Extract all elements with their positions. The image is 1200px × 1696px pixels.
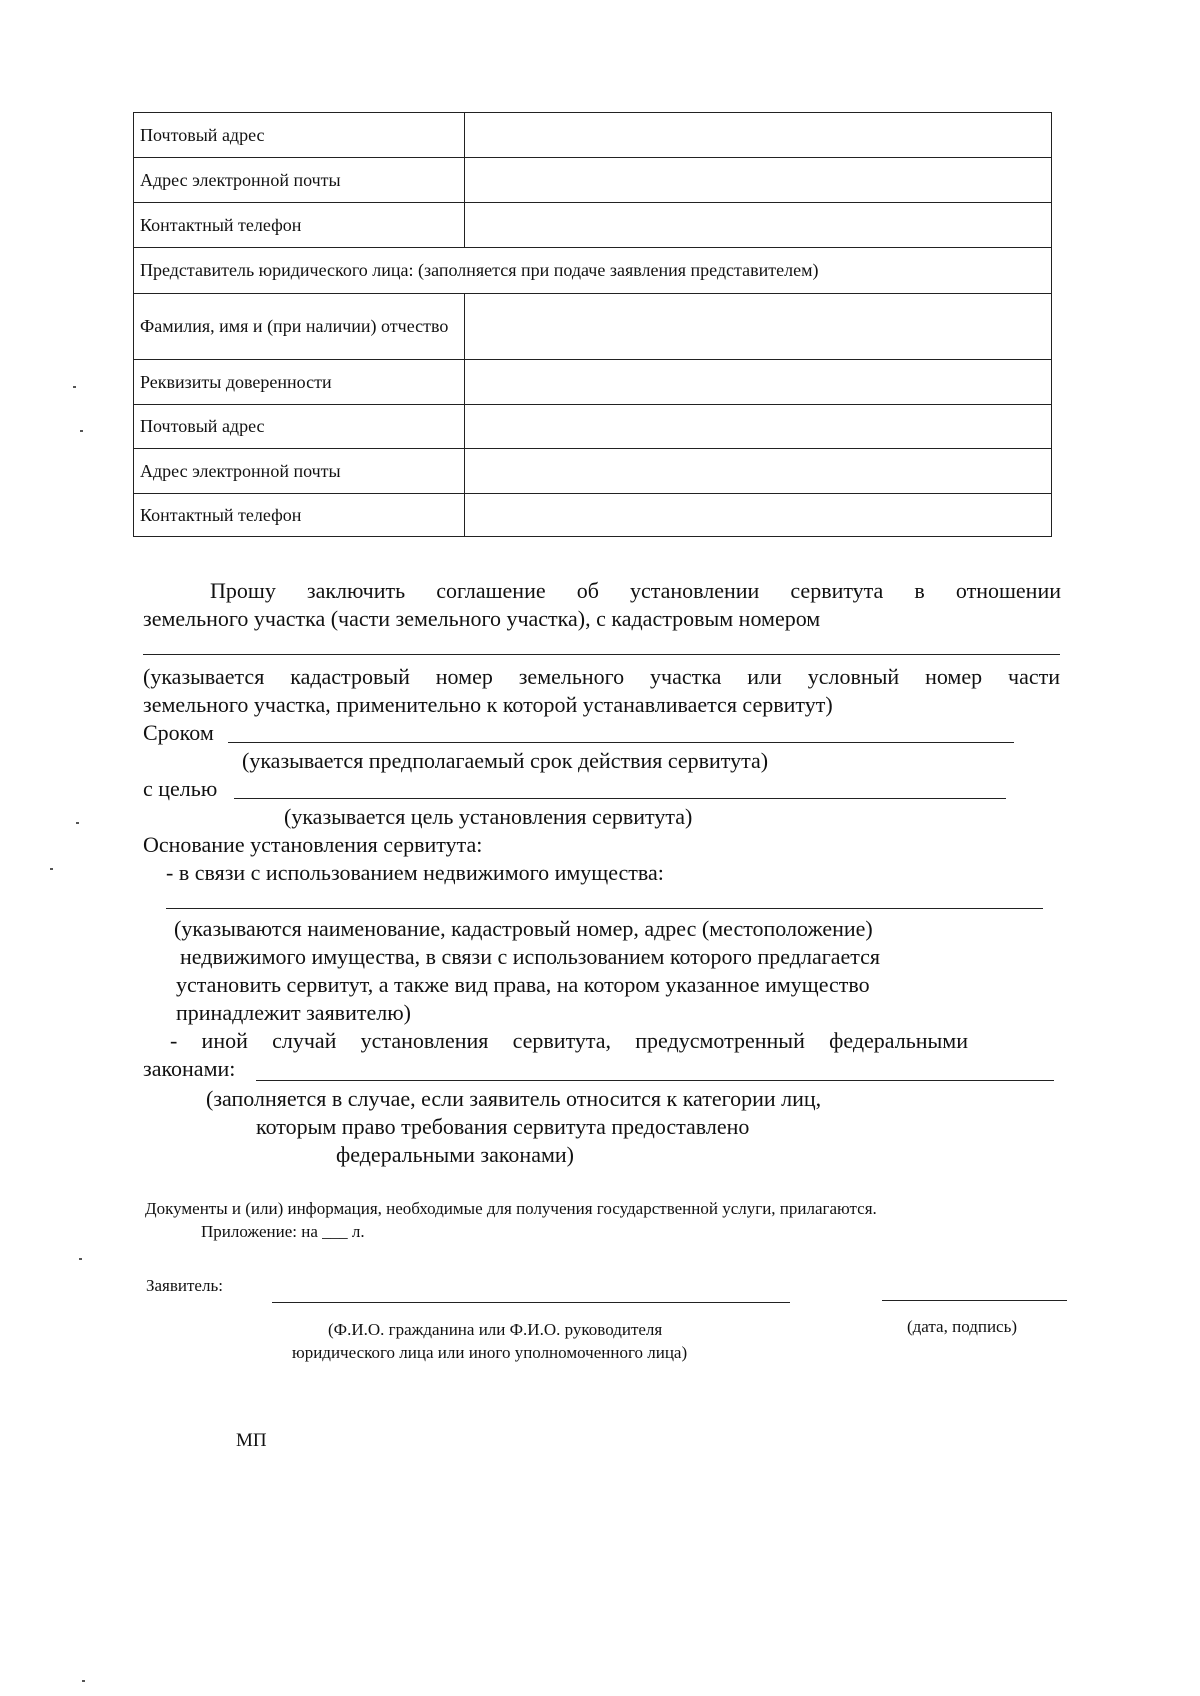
rep-phone-label: Контактный телефон [134,494,465,537]
postal-address-field[interactable] [465,113,1052,158]
rep-full-name-label: Фамилия, имя и (при наличии) отчество [134,294,465,360]
request-line-1: Прошу заключить соглашение об установлении сервитута в отношении [210,578,1061,603]
table-row [134,405,1052,449]
date-signature-line[interactable] [882,1300,1067,1301]
scan-speck [50,868,53,870]
table-row [134,294,1052,360]
applicant-label: Заявитель: [146,1276,223,1295]
scan-speck [82,1680,85,1682]
basis-item-1-hint-3: установить сервитут, а также вид права, на котором указанное имущество [176,972,870,997]
table-row [134,113,1052,158]
email-label: Адрес электронной почты [134,158,465,203]
name-hint-1: (Ф.И.О. гражданина или Ф.И.О. руководителя [328,1320,663,1339]
basis-item-2-hint-2: которым право требования сервитута предоставлено [256,1114,750,1139]
basis-item-2-line[interactable] [256,1080,1054,1081]
purpose-label: с целью [143,776,218,801]
rep-full-name-field[interactable] [465,294,1052,360]
cadastral-hint-1: (указывается кадастровый номер земельного участка или условный номер части [143,664,1060,689]
purpose-hint: (указывается цель установления сервитута) [284,804,693,829]
email-field[interactable] [465,158,1052,203]
basis-item-1-hint-2: недвижимого имущества, в связи с использованием которого предлагается [180,944,881,969]
basis-item-1-line[interactable] [166,908,1043,909]
term-label: Сроком [143,720,214,745]
power-of-attorney-field[interactable] [465,360,1052,405]
term-line[interactable] [228,742,1014,743]
name-hint-2: юридического лица или иного уполномоченного лица) [292,1343,688,1362]
applicant-table [133,112,1052,537]
seal-placeholder: МП [236,1430,267,1451]
table-row [134,360,1052,405]
basis-item-2-hint-1: (заполняется в случае, если заявитель относится к категории лиц, [206,1086,822,1111]
request-line-2: земельного участка (части земельного участка), с кадастровым номером [143,606,821,631]
cadastral-number-line[interactable] [143,654,1060,655]
rep-email-label: Адрес электронной почты [134,449,465,494]
scan-speck [80,430,83,432]
table-row [134,248,1052,294]
basis-item-2-hint-3: федеральными законами) [336,1142,574,1167]
cadastral-hint-2: земельного участка, применительно к которой устанавливается сервитут) [143,692,833,717]
applicant-name-line[interactable] [272,1302,790,1303]
rep-phone-field[interactable] [465,494,1052,537]
purpose-line[interactable] [234,798,1006,799]
basis-item-1: - в связи с использованием недвижимого имущества: [166,860,664,885]
rep-postal-address-field[interactable] [465,405,1052,449]
postal-address-label: Почтовый адрес [134,113,465,158]
representative-section-header: Представитель юридического лица: (заполняется при подаче заявления представителем) [134,248,1052,294]
basis-item-1-hint-1: (указываются наименование, кадастровый номер, адрес (местоположение) [174,916,873,941]
basis-item-1-hint-4: принадлежит заявителю) [176,1000,411,1025]
scan-speck [79,1258,82,1260]
term-hint: (указывается предполагаемый срок действия сервитута) [242,748,769,773]
basis-item-2-label: законами: [143,1056,236,1081]
rep-email-field[interactable] [465,449,1052,494]
table-row [134,203,1052,248]
scan-speck [73,386,76,388]
rep-postal-address-label: Почтовый адрес [134,405,465,449]
documents-text: Документы и (или) информация, необходимые для получения государственной услуги, прилагаются. [145,1199,877,1218]
table-row [134,494,1052,537]
table-row [134,449,1052,494]
power-of-attorney-label: Реквизиты доверенности [134,360,465,405]
date-signature-hint: (дата, подпись) [907,1317,1018,1336]
scan-speck [76,822,79,824]
appendix-text: Приложение: на ___ л. [201,1222,365,1241]
basis-title: Основание установления сервитута: [143,832,483,857]
basis-item-2-line-1: - иной случай установления сервитута, предусмотренный федеральными [170,1028,968,1053]
table-row [134,158,1052,203]
phone-field[interactable] [465,203,1052,248]
phone-label: Контактный телефон [134,203,465,248]
